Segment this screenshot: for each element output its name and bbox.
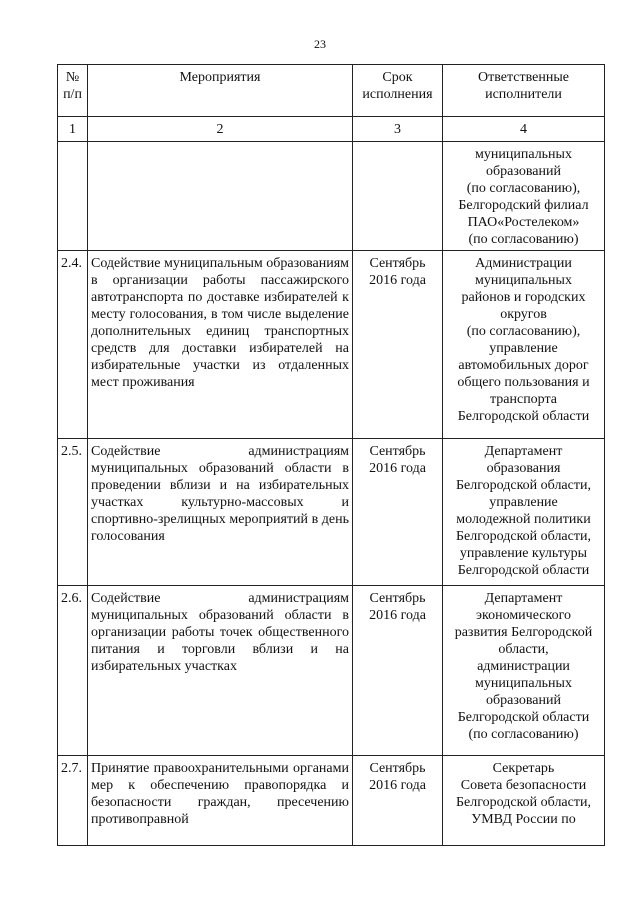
row-num: 2.6.	[58, 586, 88, 756]
responsible-line: (по согласованию),	[466, 181, 581, 196]
activities-table	[57, 64, 605, 846]
term-line: Сентябрь	[369, 591, 426, 606]
responsible-line: транспорта	[489, 392, 558, 407]
responsible-line: Совета безопасности	[460, 778, 587, 793]
responsible-line: УМВД России по	[471, 812, 576, 827]
responsible-line: Белгородской области,	[456, 478, 591, 493]
table-row	[58, 142, 605, 251]
table-header-row	[58, 65, 605, 117]
row-num: 2.5.	[58, 439, 88, 586]
table-row	[58, 756, 605, 846]
responsible-line: муниципальных	[475, 676, 572, 691]
row-responsible	[443, 142, 605, 251]
responsible-line: Департамент	[484, 444, 563, 459]
responsible-line: развития Белгородской	[454, 625, 593, 640]
row-responsible	[443, 756, 605, 846]
responsible-line: управление	[489, 341, 558, 356]
responsible-line: округов	[500, 307, 547, 322]
row-term	[353, 586, 443, 756]
row-responsible	[443, 439, 605, 586]
column-number-row	[58, 117, 605, 142]
responsible-line: образований	[486, 164, 561, 179]
responsible-line: администрации	[477, 659, 570, 674]
column-number: 4	[443, 117, 605, 142]
responsible-line: районов и городских	[461, 290, 586, 305]
responsible-line: Белгородской области	[457, 710, 590, 725]
row-activity: Содействие муниципальным образованиям в организации работы пассажирского автотранспорта по доставке избирателей к месту голосования, в том числе выделение дополнительных единиц транспортных средств для доставки избирателей на избирательные участки из отдаленных мест проживания	[88, 251, 353, 439]
header-responsible: Ответственные исполнители	[443, 65, 605, 117]
responsible-line: (по согласованию),	[466, 324, 581, 339]
row-responsible	[443, 251, 605, 439]
table-row	[58, 251, 605, 439]
responsible-line: Администрации	[475, 256, 572, 271]
responsible-line: области,	[498, 642, 549, 657]
responsible-line: общего пользования и	[457, 375, 590, 390]
responsible-line: Белгородской области,	[456, 795, 591, 810]
row-responsible	[443, 586, 605, 756]
responsible-line: экономического	[476, 608, 571, 623]
row-activity: Содействие администрациям муниципальных образований области в проведении вблизи и на избирательных участках культурно-массовых и спортивно-зрелищных мероприятий в день голосования	[88, 439, 353, 586]
term-line: 2016 года	[369, 273, 426, 288]
responsible-line: муниципальных	[475, 147, 572, 162]
responsible-line: Белгородской области	[457, 409, 590, 424]
row-activity	[88, 142, 353, 251]
header-term: Срок исполнения	[353, 65, 443, 117]
row-term	[353, 142, 443, 251]
responsible-line: молодежной политики	[456, 512, 591, 527]
row-activity: Принятие правоохранительными органами мер к обеспечению правопорядка и безопасности граждан, пресечению противоправной	[88, 756, 353, 846]
column-number: 2	[88, 117, 353, 142]
responsible-line: Секретарь	[492, 761, 555, 776]
responsible-line: Департамент	[484, 591, 563, 606]
row-num	[58, 142, 88, 251]
responsible-line: ПАО«Ростелеком»	[467, 215, 580, 230]
responsible-line: управление	[489, 495, 558, 510]
responsible-line: Белгородской области,	[456, 529, 591, 544]
term-line: Сентябрь	[369, 256, 426, 271]
responsible-line: управление культуры	[459, 546, 588, 561]
page-number: 23	[314, 37, 326, 51]
responsible-line: автомобильных дорог	[458, 358, 589, 373]
column-number: 3	[353, 117, 443, 142]
term-line: Сентябрь	[369, 761, 426, 776]
term-line: 2016 года	[369, 461, 426, 476]
row-num: 2.4.	[58, 251, 88, 439]
column-number: 1	[58, 117, 88, 142]
row-activity: Содействие администрациям муниципальных образований области в организации работы точек общественного питания и торговли вблизи и на избирательных участках	[88, 586, 353, 756]
row-term	[353, 439, 443, 586]
header-num: № п/п	[58, 65, 88, 117]
term-line: 2016 года	[369, 778, 426, 793]
row-term	[353, 756, 443, 846]
responsible-line: (по согласованию)	[468, 232, 579, 247]
responsible-line: муниципальных	[475, 273, 572, 288]
responsible-line: образований	[486, 693, 561, 708]
table-row	[58, 439, 605, 586]
header-activity: Мероприятия	[88, 65, 353, 117]
row-term	[353, 251, 443, 439]
term-line: 2016 года	[369, 608, 426, 623]
responsible-line: образования	[486, 461, 561, 476]
term-line: Сентябрь	[369, 444, 426, 459]
responsible-line: Белгородской области	[457, 563, 590, 578]
row-num: 2.7.	[58, 756, 88, 846]
responsible-line: Белгородский филиал	[458, 198, 589, 213]
responsible-line: (по согласованию)	[468, 727, 579, 742]
table-row	[58, 586, 605, 756]
